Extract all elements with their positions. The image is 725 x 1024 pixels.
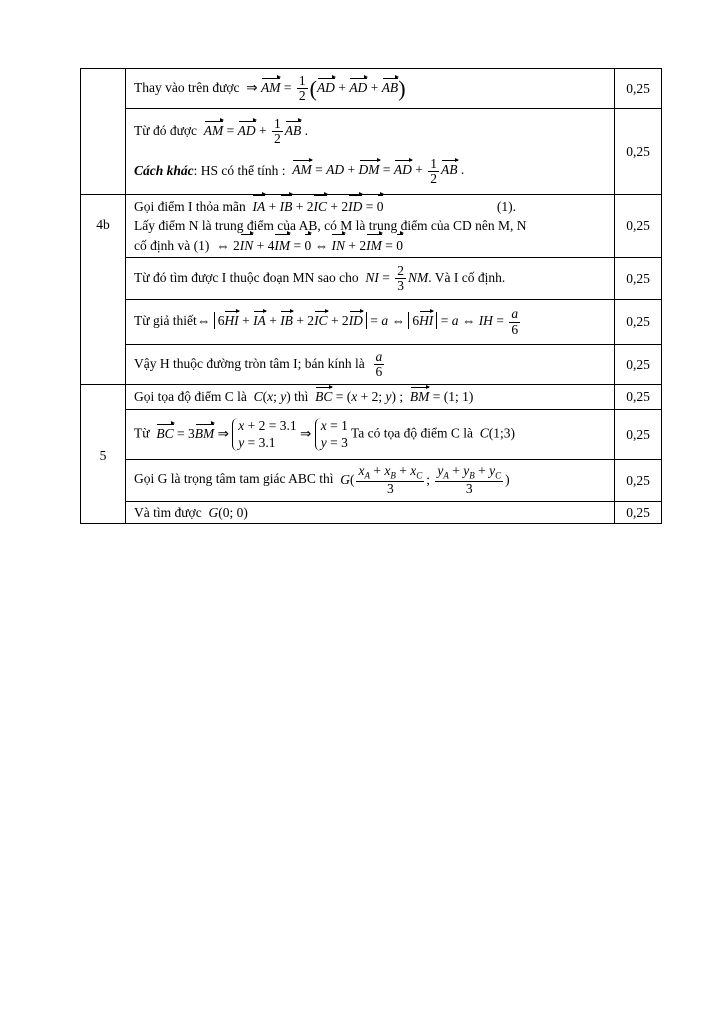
math-formula: BC = 3BM ⇒ x + 2 = 3.1 y = 3.1 ⇒ x = 1 y = 3 <box>156 418 348 450</box>
table-row <box>81 385 662 410</box>
solution-text: Thay vào trên được <box>134 79 240 95</box>
solution-cell <box>126 258 615 300</box>
table-row <box>81 69 662 109</box>
score-cell: 0,25 <box>615 300 662 345</box>
table-row <box>81 109 662 195</box>
math-formula: ⇔ 6HI + IA + IB + 2IC + 2ID = a ⇔ 6HI = a ⇔ IH = $\frac{a}{6}$ <box>196 306 519 337</box>
score-cell: 0,25 <box>615 502 662 524</box>
math-formula: NI = $\frac{2}{3}$ NM <box>365 262 429 293</box>
math-formula: IA + IB + 2IC + 2ID = 0 <box>249 199 383 214</box>
alt-method-label: Cách khác <box>134 162 194 178</box>
solution-text: thì <box>294 389 309 404</box>
solution-cell <box>126 460 615 502</box>
solution-cell <box>126 109 615 195</box>
solution-text: cố định và (1) <box>134 237 210 253</box>
solution-text: Lấy điểm N là trung điểm của AB, có M là trung điểm của CD nên M, N <box>134 218 527 234</box>
math-formula: ⇔ 2IN + 4IM = 0 ⇔ IN + 2IM = 0 <box>213 238 403 253</box>
section-label-cell <box>81 69 126 195</box>
math-formula: BC = (x + 2; y) ; BM = (1; 1) <box>315 389 474 404</box>
solution-cell <box>126 69 615 109</box>
score-cell: 0,25 <box>615 385 662 410</box>
score-cell: 0,25 <box>615 109 662 195</box>
table-row <box>81 410 662 460</box>
table-row <box>81 300 662 345</box>
score-cell: 0,25 <box>615 69 662 109</box>
grading-table <box>80 68 662 524</box>
equation-number: (1). <box>496 198 516 214</box>
solution-cell <box>126 300 615 345</box>
score-cell: 0,25 <box>615 258 662 300</box>
table-row <box>81 502 662 524</box>
solution-text: Và tìm được <box>134 504 202 520</box>
solution-text: Ta có tọa độ điểm C là <box>350 425 473 441</box>
math-formula: AM = AD + DM = AD + $\frac{1}{2}$ AB . <box>292 155 465 186</box>
table-row <box>81 195 662 258</box>
score-cell: 0,25 <box>615 410 662 460</box>
solution-text: Từ <box>134 425 150 441</box>
solution-text: Từ giả thiết <box>134 313 197 329</box>
solution-text: : HS có thể tính : <box>193 162 286 178</box>
table-row <box>81 460 662 502</box>
math-formula: AM = AD + $\frac{1}{2}$ AB . <box>203 116 309 147</box>
math-formula: ⇒ AM = $\frac{1}{2}$ (AD + AD + AB) <box>242 72 406 103</box>
solution-cell <box>126 195 615 258</box>
solution-text: Từ đó tìm được I thuộc đoạn MN sao cho <box>134 269 359 285</box>
score-cell: 0,25 <box>615 345 662 385</box>
solution-text: Vậy H thuộc đường tròn tâm I; bán kính là <box>134 355 365 371</box>
solution-cell <box>126 385 615 410</box>
solution-cell <box>126 502 615 524</box>
table-row <box>81 258 662 300</box>
solution-text: Gọi điểm I thỏa mãn <box>134 198 246 214</box>
table-row <box>81 345 662 385</box>
math-formula: C(x; y) <box>253 389 291 404</box>
math-formula: C(1;3) <box>479 425 516 441</box>
solution-text: . Và I cố định. <box>428 269 506 285</box>
solution-text: Từ đó được <box>134 122 198 138</box>
math-formula: G(0; 0) <box>208 504 248 520</box>
score-cell: 0,25 <box>615 195 662 258</box>
solution-cell <box>126 345 615 385</box>
math-formula: G( $\frac{x_A + x_B + x_C}{3}$ ; $\frac{y_A + y_B + y_C}{3}$ ) <box>340 463 510 497</box>
solution-text: Gọi G là trọng tâm tam giác ABC thì <box>134 471 334 487</box>
section-label-cell: 4b <box>81 195 126 385</box>
math-formula: $\frac{a}{6}$ <box>375 348 383 379</box>
section-label-cell: 5 <box>81 385 126 524</box>
solution-text: Gọi tọa độ điểm C là <box>134 389 247 404</box>
solution-cell <box>126 410 615 460</box>
score-cell: 0,25 <box>615 460 662 502</box>
